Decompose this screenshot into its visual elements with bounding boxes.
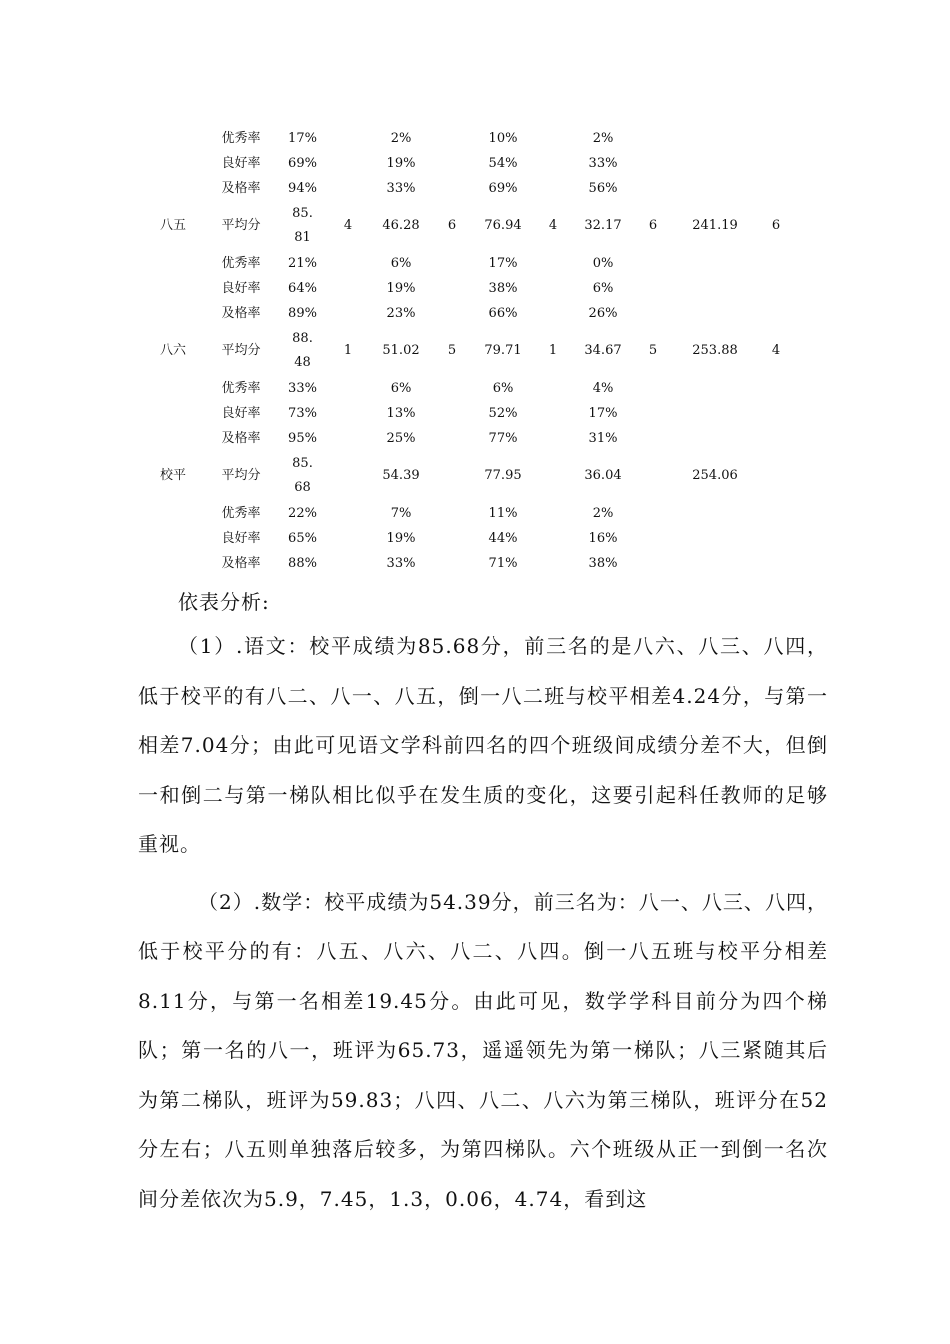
english-rank-cell (537, 301, 569, 326)
physics-score-cell: 33% (588, 155, 618, 171)
english-score-cell: 54% (488, 155, 518, 171)
physics-rank-cell (637, 301, 669, 326)
math-score-cell: 6% (390, 255, 412, 271)
chinese-rank-cell (329, 276, 367, 301)
chinese-score-cell: 21% (288, 255, 317, 271)
chinese-score-cell: 33% (288, 380, 317, 396)
chinese-rank-cell: 1 (343, 343, 353, 358)
math-score-cell: 7% (390, 505, 412, 521)
math-rank-cell (435, 301, 469, 326)
total-rank-cell (761, 501, 791, 526)
metric-cell: 平均分 (221, 468, 261, 483)
total-rank-cell (761, 276, 791, 301)
english-score-cell: 10% (488, 130, 518, 146)
math-score-cell: 19% (386, 280, 416, 296)
chinese-score-cell: 64% (288, 280, 317, 296)
math-score-cell: 46.28 (382, 218, 420, 233)
chinese-rank-cell (329, 501, 367, 526)
total-score-cell (669, 126, 761, 151)
chinese-rank-cell (329, 526, 367, 551)
table-row (140, 326, 791, 376)
table-row (140, 201, 791, 251)
total-score-cell: 254.06 (692, 468, 738, 483)
english-rank-cell (537, 426, 569, 451)
total-score-cell (669, 276, 761, 301)
english-rank-cell (537, 501, 569, 526)
english-score-cell: 69% (488, 180, 518, 196)
metric-cell: 良好率 (221, 405, 261, 421)
math-score-cell: 54.39 (382, 468, 420, 483)
english-rank-cell (537, 151, 569, 176)
total-rank-cell (761, 401, 791, 426)
chinese-score-cell (276, 201, 329, 251)
english-rank-cell (537, 526, 569, 551)
english-score-cell: 6% (492, 380, 514, 396)
physics-score-cell: 4% (592, 380, 614, 396)
metric-cell: 优秀率 (221, 380, 261, 396)
english-rank-cell (537, 126, 569, 151)
metric-cell: 优秀率 (221, 505, 261, 521)
physics-score-cell: 34.67 (584, 343, 622, 358)
math-rank-cell (435, 251, 469, 276)
math-rank-cell (435, 526, 469, 551)
total-rank-cell (761, 176, 791, 201)
math-score-cell: 6% (390, 380, 412, 396)
class-cell (140, 376, 206, 401)
class-cell (140, 126, 206, 151)
chinese-rank-cell (329, 551, 367, 576)
physics-score-cell: 17% (588, 405, 618, 421)
physics-score-cell: 16% (588, 530, 618, 546)
table-row (140, 451, 791, 501)
total-rank-cell (761, 451, 791, 501)
math-rank-cell (435, 426, 469, 451)
math-rank-cell (435, 376, 469, 401)
total-rank-cell: 6 (771, 218, 781, 233)
english-score-cell: 38% (488, 280, 518, 296)
math-score-cell: 13% (386, 405, 416, 421)
wrapped-average-value: 88.48 (292, 331, 313, 370)
table-row (140, 151, 791, 176)
physics-score-cell: 26% (588, 305, 618, 321)
metric-cell: 平均分 (221, 343, 261, 358)
class-cell (140, 551, 206, 576)
chinese-rank-cell (329, 126, 367, 151)
chinese-rank-cell: 4 (343, 218, 353, 233)
chinese-rank-cell (329, 151, 367, 176)
analysis-heading: 依表分析: (178, 590, 270, 614)
chinese-score-cell: 89% (288, 305, 317, 321)
english-rank-cell (537, 276, 569, 301)
math-rank-cell (435, 276, 469, 301)
class-cell (140, 301, 206, 326)
chinese-rank-cell (329, 401, 367, 426)
physics-score-cell: 56% (588, 180, 618, 196)
physics-rank-cell (637, 276, 669, 301)
wrapped-average-value: 85.68 (292, 456, 313, 495)
total-rank-cell (761, 551, 791, 576)
math-rank-cell (435, 401, 469, 426)
english-rank-cell (537, 251, 569, 276)
table-row (140, 126, 791, 151)
chinese-score-cell (276, 451, 329, 501)
total-score-cell (669, 426, 761, 451)
metric-cell: 良好率 (221, 280, 261, 296)
english-score-cell: 17% (488, 255, 518, 271)
table-row (140, 251, 791, 276)
metric-cell: 优秀率 (221, 255, 261, 271)
english-score-cell: 11% (488, 505, 518, 521)
total-rank-cell (761, 301, 791, 326)
physics-rank-cell (637, 426, 669, 451)
chinese-score-cell: 95% (288, 430, 317, 446)
physics-rank-cell (637, 401, 669, 426)
physics-score-cell: 38% (588, 555, 618, 571)
metric-cell: 优秀率 (221, 130, 261, 146)
total-score-cell (669, 526, 761, 551)
english-rank-cell (537, 176, 569, 201)
chinese-score-cell (276, 326, 329, 376)
table-row (140, 401, 791, 426)
english-rank-cell: 1 (548, 343, 558, 358)
table-row (140, 176, 791, 201)
chinese-score-cell: 17% (288, 130, 317, 146)
physics-score-cell: 6% (592, 280, 614, 296)
math-score-cell: 2% (390, 130, 412, 146)
english-score-cell: 66% (488, 305, 518, 321)
total-score-cell (669, 401, 761, 426)
physics-rank-cell (637, 551, 669, 576)
total-score-cell (669, 376, 761, 401)
total-rank-cell (761, 151, 791, 176)
physics-rank-cell (637, 176, 669, 201)
math-score-cell: 51.02 (382, 343, 420, 358)
class-cell: 校平 (159, 468, 186, 483)
chinese-score-cell: 22% (288, 505, 317, 521)
analysis-paragraph-math: （2）.数学：校平成绩为54.39分，前三名为：八一、八三、八四，低于校平分的有：八五、八六、八二、八四。倒一八五班与校平分相差8.11分，与第一名相差19.45分。由此可见，数学学科目前分为四个梯队；第一名的八一，班评为65.73，遥遥领先为第一梯队；八三紧随其后为第二梯队，班评为59.83；八四、八二、八六为第三梯队，班评分在52分左右；八五则单独落后较多，为第四梯队。六个班级从正一到倒一名次间分差依次为5.9，7.45，1.3，0.06，4.74，看到这 (138, 889, 828, 1211)
english-score-cell: 52% (488, 405, 518, 421)
physics-rank-cell (637, 376, 669, 401)
table-row (140, 501, 791, 526)
math-score-cell: 19% (386, 530, 416, 546)
chinese-score-cell: 88% (288, 555, 317, 571)
total-rank-cell (761, 526, 791, 551)
table-row (140, 376, 791, 401)
total-score-cell (669, 176, 761, 201)
total-score-cell (669, 501, 761, 526)
class-cell: 八六 (159, 343, 186, 358)
metric-cell: 及格率 (221, 305, 261, 321)
chinese-rank-cell (329, 426, 367, 451)
math-rank-cell (435, 451, 469, 501)
math-rank-cell: 6 (447, 218, 457, 233)
table-row (140, 426, 791, 451)
math-score-cell: 25% (386, 430, 416, 446)
table-row (140, 301, 791, 326)
class-cell (140, 251, 206, 276)
english-score-cell: 77.95 (484, 468, 522, 483)
physics-rank-cell: 6 (648, 218, 658, 233)
total-score-cell (669, 251, 761, 276)
physics-score-cell: 36.04 (584, 468, 622, 483)
total-score-cell (669, 551, 761, 576)
class-cell: 八五 (159, 218, 186, 233)
english-rank-cell (537, 451, 569, 501)
physics-score-cell: 2% (592, 505, 614, 521)
chinese-rank-cell (329, 176, 367, 201)
table-row (140, 526, 791, 551)
chinese-rank-cell (329, 251, 367, 276)
physics-score-cell: 0% (592, 255, 614, 271)
math-rank-cell (435, 126, 469, 151)
physics-rank-cell: 5 (648, 343, 658, 358)
class-cell (140, 276, 206, 301)
total-score-cell (669, 301, 761, 326)
metric-cell: 良好率 (221, 155, 261, 171)
class-cell (140, 426, 206, 451)
chinese-rank-cell (329, 451, 367, 501)
english-rank-cell: 4 (548, 218, 558, 233)
class-cell (140, 151, 206, 176)
analysis-section (138, 582, 828, 1224)
score-table (140, 126, 791, 576)
total-score-cell (669, 151, 761, 176)
table-row (140, 276, 791, 301)
english-score-cell: 44% (488, 530, 518, 546)
english-score-cell: 71% (488, 555, 518, 571)
class-cell (140, 401, 206, 426)
physics-rank-cell (637, 451, 669, 501)
english-rank-cell (537, 376, 569, 401)
total-rank-cell: 4 (771, 343, 781, 358)
english-score-cell: 77% (488, 430, 518, 446)
physics-rank-cell (637, 526, 669, 551)
english-score-cell: 76.94 (484, 218, 522, 233)
math-score-cell: 23% (386, 305, 416, 321)
physics-rank-cell (637, 126, 669, 151)
metric-cell: 及格率 (221, 180, 261, 196)
chinese-score-cell: 73% (288, 405, 317, 421)
math-rank-cell (435, 151, 469, 176)
metric-cell: 平均分 (221, 218, 261, 233)
physics-rank-cell (637, 151, 669, 176)
math-score-cell: 33% (386, 180, 416, 196)
metric-cell: 及格率 (221, 555, 261, 571)
total-rank-cell (761, 426, 791, 451)
math-score-cell: 33% (386, 555, 416, 571)
math-rank-cell (435, 551, 469, 576)
total-score-cell: 253.88 (692, 343, 738, 358)
physics-score-cell: 32.17 (584, 218, 622, 233)
english-score-cell: 79.71 (484, 343, 522, 358)
table-row (140, 551, 791, 576)
physics-rank-cell (637, 251, 669, 276)
class-cell (140, 526, 206, 551)
class-cell (140, 176, 206, 201)
chinese-score-cell: 65% (288, 530, 317, 546)
english-rank-cell (537, 401, 569, 426)
score-table-body (140, 126, 791, 576)
math-score-cell: 19% (386, 155, 416, 171)
class-cell (140, 501, 206, 526)
english-rank-cell (537, 551, 569, 576)
math-rank-cell: 5 (447, 343, 457, 358)
chinese-score-cell: 69% (288, 155, 317, 171)
physics-score-cell: 31% (588, 430, 618, 446)
metric-cell: 及格率 (221, 430, 261, 446)
physics-score-cell: 2% (592, 130, 614, 146)
math-rank-cell (435, 501, 469, 526)
metric-cell: 良好率 (221, 530, 261, 546)
chinese-rank-cell (329, 301, 367, 326)
total-rank-cell (761, 126, 791, 151)
physics-rank-cell (637, 501, 669, 526)
total-rank-cell (761, 251, 791, 276)
wrapped-average-value: 85.81 (292, 206, 313, 245)
chinese-score-cell: 94% (288, 180, 317, 196)
math-rank-cell (435, 176, 469, 201)
total-score-cell: 241.19 (692, 218, 738, 233)
chinese-rank-cell (329, 376, 367, 401)
analysis-paragraph-chinese: （1）.语文：校平成绩为85.68分，前三名的是八六、八三、八四，低于校平的有八二、八一、八五，倒一八二班与校平相差4.24分，与第一相差7.04分；由此可见语文学科前四名的四个班级间成绩分差不大，但倒一和倒二与第一梯队相比似乎在发生质的变化，这要引起科任教师的足够重视。 (138, 634, 828, 856)
total-rank-cell (761, 376, 791, 401)
